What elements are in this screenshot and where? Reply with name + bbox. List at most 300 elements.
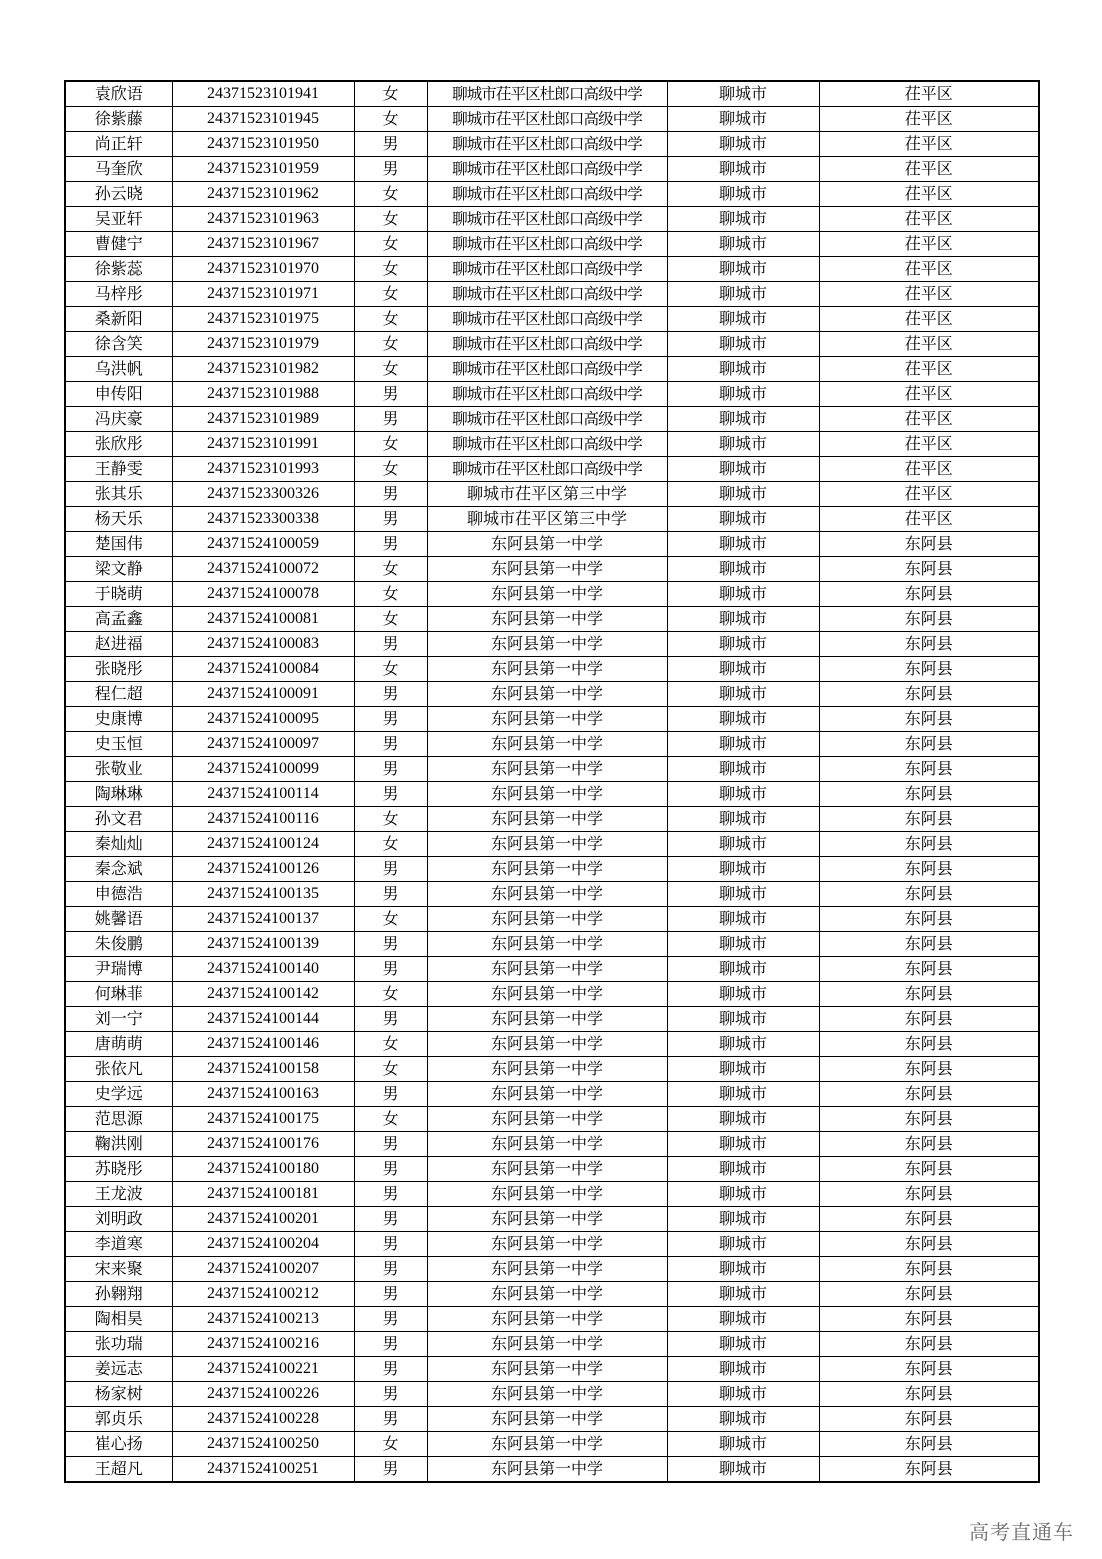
gender-cell: 男 bbox=[354, 882, 427, 907]
table-row bbox=[65, 1382, 1039, 1407]
student-name-cell: 刘明政 bbox=[65, 1207, 172, 1232]
student-name-cell: 赵进福 bbox=[65, 632, 172, 657]
city-cell: 聊城市 bbox=[667, 1157, 819, 1182]
gender-cell: 男 bbox=[354, 482, 427, 507]
city-cell: 聊城市 bbox=[667, 332, 819, 357]
district-cell: 东阿县 bbox=[819, 782, 1039, 807]
city-cell: 聊城市 bbox=[667, 1382, 819, 1407]
gender-cell: 女 bbox=[354, 1057, 427, 1082]
student-name-cell: 申传阳 bbox=[65, 382, 172, 407]
student-name-cell: 苏晓彤 bbox=[65, 1157, 172, 1182]
exam-number-cell: 24371524100137 bbox=[172, 907, 354, 932]
school-cell: 东阿县第一中学 bbox=[427, 932, 667, 957]
city-cell: 聊城市 bbox=[667, 882, 819, 907]
exam-number-cell: 24371523101975 bbox=[172, 307, 354, 332]
school-cell: 聊城市茌平区杜郎口高级中学 bbox=[427, 157, 667, 182]
exam-number-cell: 24371524100221 bbox=[172, 1357, 354, 1382]
gender-cell: 男 bbox=[354, 1332, 427, 1357]
city-cell: 聊城市 bbox=[667, 657, 819, 682]
city-cell: 聊城市 bbox=[667, 307, 819, 332]
student-name-cell: 高孟鑫 bbox=[65, 607, 172, 632]
district-cell: 茌平区 bbox=[819, 332, 1039, 357]
city-cell: 聊城市 bbox=[667, 432, 819, 457]
exam-number-cell: 24371523101950 bbox=[172, 132, 354, 157]
district-cell: 茌平区 bbox=[819, 257, 1039, 282]
student-name-cell: 张晓彤 bbox=[65, 657, 172, 682]
school-cell: 东阿县第一中学 bbox=[427, 1182, 667, 1207]
table-row bbox=[65, 932, 1039, 957]
student-name-cell: 梁文静 bbox=[65, 557, 172, 582]
table-row bbox=[65, 807, 1039, 832]
city-cell: 聊城市 bbox=[667, 182, 819, 207]
table-row bbox=[65, 1107, 1039, 1132]
district-cell: 东阿县 bbox=[819, 907, 1039, 932]
school-cell: 聊城市茌平区杜郎口高级中学 bbox=[427, 81, 667, 107]
school-cell: 东阿县第一中学 bbox=[427, 1407, 667, 1432]
student-name-cell: 唐萌萌 bbox=[65, 1032, 172, 1057]
gender-cell: 男 bbox=[354, 732, 427, 757]
student-name-cell: 桑新阳 bbox=[65, 307, 172, 332]
exam-number-cell: 24371524100201 bbox=[172, 1207, 354, 1232]
exam-number-cell: 24371524100213 bbox=[172, 1307, 354, 1332]
student-name-cell: 王超凡 bbox=[65, 1457, 172, 1483]
table-row bbox=[65, 207, 1039, 232]
student-name-cell: 宋来聚 bbox=[65, 1257, 172, 1282]
gender-cell: 男 bbox=[354, 1232, 427, 1257]
district-cell: 东阿县 bbox=[819, 1057, 1039, 1082]
school-cell: 东阿县第一中学 bbox=[427, 857, 667, 882]
school-cell: 东阿县第一中学 bbox=[427, 1032, 667, 1057]
school-cell: 东阿县第一中学 bbox=[427, 807, 667, 832]
table-row bbox=[65, 982, 1039, 1007]
table-row bbox=[65, 157, 1039, 182]
table-row bbox=[65, 1407, 1039, 1432]
school-cell: 东阿县第一中学 bbox=[427, 1257, 667, 1282]
exam-number-cell: 24371523300326 bbox=[172, 482, 354, 507]
gender-cell: 男 bbox=[354, 632, 427, 657]
exam-number-cell: 24371524100212 bbox=[172, 1282, 354, 1307]
city-cell: 聊城市 bbox=[667, 207, 819, 232]
table-row bbox=[65, 1207, 1039, 1232]
district-cell: 东阿县 bbox=[819, 1457, 1039, 1483]
table-row bbox=[65, 1357, 1039, 1382]
exam-number-cell: 24371523101988 bbox=[172, 382, 354, 407]
exam-number-cell: 24371524100114 bbox=[172, 782, 354, 807]
exam-number-cell: 24371524100216 bbox=[172, 1332, 354, 1357]
student-name-cell: 马梓彤 bbox=[65, 282, 172, 307]
student-name-cell: 崔心扬 bbox=[65, 1432, 172, 1457]
district-cell: 东阿县 bbox=[819, 1382, 1039, 1407]
exam-number-cell: 24371524100146 bbox=[172, 1032, 354, 1057]
district-cell: 东阿县 bbox=[819, 1207, 1039, 1232]
exam-number-cell: 24371523101963 bbox=[172, 207, 354, 232]
school-cell: 东阿县第一中学 bbox=[427, 1332, 667, 1357]
table-row bbox=[65, 432, 1039, 457]
district-cell: 东阿县 bbox=[819, 682, 1039, 707]
table-row bbox=[65, 532, 1039, 557]
student-name-cell: 范思源 bbox=[65, 1107, 172, 1132]
school-cell: 东阿县第一中学 bbox=[427, 1157, 667, 1182]
exam-number-cell: 24371523101941 bbox=[172, 81, 354, 107]
exam-number-cell: 24371524100081 bbox=[172, 607, 354, 632]
district-cell: 东阿县 bbox=[819, 632, 1039, 657]
student-name-cell: 张欣彤 bbox=[65, 432, 172, 457]
school-cell: 东阿县第一中学 bbox=[427, 832, 667, 857]
district-cell: 东阿县 bbox=[819, 1407, 1039, 1432]
district-cell: 东阿县 bbox=[819, 1157, 1039, 1182]
student-name-cell: 姚馨语 bbox=[65, 907, 172, 932]
exam-number-cell: 24371524100135 bbox=[172, 882, 354, 907]
student-name-cell: 张其乐 bbox=[65, 482, 172, 507]
exam-number-cell: 24371524100099 bbox=[172, 757, 354, 782]
gender-cell: 男 bbox=[354, 132, 427, 157]
school-cell: 东阿县第一中学 bbox=[427, 907, 667, 932]
table-row bbox=[65, 1032, 1039, 1057]
table-row bbox=[65, 182, 1039, 207]
school-cell: 聊城市茌平区第三中学 bbox=[427, 482, 667, 507]
student-name-cell: 李道寒 bbox=[65, 1232, 172, 1257]
gender-cell: 女 bbox=[354, 182, 427, 207]
city-cell: 聊城市 bbox=[667, 1057, 819, 1082]
table-row bbox=[65, 882, 1039, 907]
district-cell: 东阿县 bbox=[819, 957, 1039, 982]
district-cell: 茌平区 bbox=[819, 232, 1039, 257]
student-name-cell: 程仁超 bbox=[65, 682, 172, 707]
city-cell: 聊城市 bbox=[667, 1407, 819, 1432]
gender-cell: 女 bbox=[354, 1032, 427, 1057]
school-cell: 聊城市茌平区杜郎口高级中学 bbox=[427, 182, 667, 207]
exam-number-cell: 24371524100095 bbox=[172, 707, 354, 732]
district-cell: 东阿县 bbox=[819, 657, 1039, 682]
city-cell: 聊城市 bbox=[667, 257, 819, 282]
school-cell: 聊城市茌平区第三中学 bbox=[427, 507, 667, 532]
city-cell: 聊城市 bbox=[667, 1007, 819, 1032]
school-cell: 东阿县第一中学 bbox=[427, 1207, 667, 1232]
exam-number-cell: 24371523101971 bbox=[172, 282, 354, 307]
student-name-cell: 陶相昊 bbox=[65, 1307, 172, 1332]
table-row bbox=[65, 757, 1039, 782]
gender-cell: 女 bbox=[354, 582, 427, 607]
table-row bbox=[65, 1232, 1039, 1257]
city-cell: 聊城市 bbox=[667, 1032, 819, 1057]
student-name-cell: 乌洪帆 bbox=[65, 357, 172, 382]
gender-cell: 女 bbox=[354, 357, 427, 382]
district-cell: 茌平区 bbox=[819, 207, 1039, 232]
student-name-cell: 孙翱翔 bbox=[65, 1282, 172, 1307]
gender-cell: 男 bbox=[354, 1357, 427, 1382]
district-cell: 东阿县 bbox=[819, 1357, 1039, 1382]
school-cell: 聊城市茌平区杜郎口高级中学 bbox=[427, 132, 667, 157]
city-cell: 聊城市 bbox=[667, 782, 819, 807]
gender-cell: 女 bbox=[354, 607, 427, 632]
exam-number-cell: 24371524100176 bbox=[172, 1132, 354, 1157]
table-row bbox=[65, 407, 1039, 432]
gender-cell: 男 bbox=[354, 1457, 427, 1483]
city-cell: 聊城市 bbox=[667, 157, 819, 182]
school-cell: 聊城市茌平区杜郎口高级中学 bbox=[427, 232, 667, 257]
table-row bbox=[65, 357, 1039, 382]
gender-cell: 女 bbox=[354, 982, 427, 1007]
gender-cell: 男 bbox=[354, 932, 427, 957]
district-cell: 东阿县 bbox=[819, 1032, 1039, 1057]
table-row bbox=[65, 682, 1039, 707]
district-cell: 茌平区 bbox=[819, 307, 1039, 332]
table-row bbox=[65, 657, 1039, 682]
city-cell: 聊城市 bbox=[667, 682, 819, 707]
district-cell: 东阿县 bbox=[819, 882, 1039, 907]
table-row bbox=[65, 907, 1039, 932]
gender-cell: 女 bbox=[354, 232, 427, 257]
student-roster-table bbox=[64, 80, 1040, 1483]
exam-number-cell: 24371524100228 bbox=[172, 1407, 354, 1432]
exam-number-cell: 24371524100251 bbox=[172, 1457, 354, 1483]
city-cell: 聊城市 bbox=[667, 607, 819, 632]
school-cell: 东阿县第一中学 bbox=[427, 532, 667, 557]
school-cell: 东阿县第一中学 bbox=[427, 1232, 667, 1257]
district-cell: 东阿县 bbox=[819, 1307, 1039, 1332]
exam-number-cell: 24371524100126 bbox=[172, 857, 354, 882]
school-cell: 聊城市茌平区杜郎口高级中学 bbox=[427, 282, 667, 307]
district-cell: 东阿县 bbox=[819, 807, 1039, 832]
student-name-cell: 王静雯 bbox=[65, 457, 172, 482]
gender-cell: 男 bbox=[354, 1082, 427, 1107]
table-row bbox=[65, 382, 1039, 407]
table-row bbox=[65, 1132, 1039, 1157]
district-cell: 东阿县 bbox=[819, 532, 1039, 557]
city-cell: 聊城市 bbox=[667, 232, 819, 257]
table-row bbox=[65, 607, 1039, 632]
student-name-cell: 曹健宁 bbox=[65, 232, 172, 257]
district-cell: 茌平区 bbox=[819, 482, 1039, 507]
city-cell: 聊城市 bbox=[667, 757, 819, 782]
school-cell: 聊城市茌平区杜郎口高级中学 bbox=[427, 432, 667, 457]
city-cell: 聊城市 bbox=[667, 1357, 819, 1382]
gender-cell: 男 bbox=[354, 1207, 427, 1232]
gender-cell: 男 bbox=[354, 382, 427, 407]
city-cell: 聊城市 bbox=[667, 507, 819, 532]
gender-cell: 男 bbox=[354, 957, 427, 982]
table-row bbox=[65, 132, 1039, 157]
district-cell: 茌平区 bbox=[819, 457, 1039, 482]
gender-cell: 男 bbox=[354, 1182, 427, 1207]
roster-body bbox=[65, 81, 1039, 1482]
table-row bbox=[65, 1307, 1039, 1332]
district-cell: 东阿县 bbox=[819, 1082, 1039, 1107]
exam-number-cell: 24371524100124 bbox=[172, 832, 354, 857]
student-name-cell: 秦灿灿 bbox=[65, 832, 172, 857]
student-name-cell: 徐含笑 bbox=[65, 332, 172, 357]
table-row bbox=[65, 1057, 1039, 1082]
exam-number-cell: 24371524100180 bbox=[172, 1157, 354, 1182]
exam-number-cell: 24371523101967 bbox=[172, 232, 354, 257]
gender-cell: 女 bbox=[354, 81, 427, 107]
exam-number-cell: 24371523101979 bbox=[172, 332, 354, 357]
gender-cell: 男 bbox=[354, 532, 427, 557]
city-cell: 聊城市 bbox=[667, 1182, 819, 1207]
student-name-cell: 徐紫藤 bbox=[65, 107, 172, 132]
school-cell: 东阿县第一中学 bbox=[427, 1132, 667, 1157]
school-cell: 聊城市茌平区杜郎口高级中学 bbox=[427, 382, 667, 407]
city-cell: 聊城市 bbox=[667, 1432, 819, 1457]
city-cell: 聊城市 bbox=[667, 1107, 819, 1132]
exam-number-cell: 24371524100097 bbox=[172, 732, 354, 757]
city-cell: 聊城市 bbox=[667, 932, 819, 957]
exam-number-cell: 24371524100163 bbox=[172, 1082, 354, 1107]
table-row bbox=[65, 732, 1039, 757]
student-name-cell: 杨家树 bbox=[65, 1382, 172, 1407]
table-row bbox=[65, 232, 1039, 257]
district-cell: 东阿县 bbox=[819, 1432, 1039, 1457]
school-cell: 东阿县第一中学 bbox=[427, 1057, 667, 1082]
exam-number-cell: 24371523101989 bbox=[172, 407, 354, 432]
exam-number-cell: 24371523300338 bbox=[172, 507, 354, 532]
table-row bbox=[65, 557, 1039, 582]
table-row bbox=[65, 482, 1039, 507]
exam-number-cell: 24371524100142 bbox=[172, 982, 354, 1007]
city-cell: 聊城市 bbox=[667, 807, 819, 832]
table-row bbox=[65, 1457, 1039, 1483]
district-cell: 茌平区 bbox=[819, 157, 1039, 182]
student-name-cell: 史学远 bbox=[65, 1082, 172, 1107]
student-name-cell: 孙文君 bbox=[65, 807, 172, 832]
city-cell: 聊城市 bbox=[667, 407, 819, 432]
exam-number-cell: 24371524100072 bbox=[172, 557, 354, 582]
gender-cell: 男 bbox=[354, 507, 427, 532]
city-cell: 聊城市 bbox=[667, 732, 819, 757]
student-name-cell: 袁欣语 bbox=[65, 81, 172, 107]
exam-number-cell: 24371524100091 bbox=[172, 682, 354, 707]
gender-cell: 女 bbox=[354, 1432, 427, 1457]
district-cell: 东阿县 bbox=[819, 1182, 1039, 1207]
exam-number-cell: 24371524100116 bbox=[172, 807, 354, 832]
gender-cell: 女 bbox=[354, 282, 427, 307]
district-cell: 茌平区 bbox=[819, 81, 1039, 107]
district-cell: 东阿县 bbox=[819, 1282, 1039, 1307]
school-cell: 东阿县第一中学 bbox=[427, 657, 667, 682]
gender-cell: 女 bbox=[354, 332, 427, 357]
table-row bbox=[65, 1257, 1039, 1282]
school-cell: 东阿县第一中学 bbox=[427, 582, 667, 607]
city-cell: 聊城市 bbox=[667, 957, 819, 982]
gender-cell: 男 bbox=[354, 1307, 427, 1332]
table-row bbox=[65, 457, 1039, 482]
school-cell: 东阿县第一中学 bbox=[427, 632, 667, 657]
district-cell: 东阿县 bbox=[819, 832, 1039, 857]
student-name-cell: 何琳菲 bbox=[65, 982, 172, 1007]
watermark-text: 高考直通车 bbox=[969, 1520, 1074, 1544]
city-cell: 聊城市 bbox=[667, 81, 819, 107]
school-cell: 聊城市茌平区杜郎口高级中学 bbox=[427, 332, 667, 357]
student-name-cell: 杨天乐 bbox=[65, 507, 172, 532]
district-cell: 东阿县 bbox=[819, 607, 1039, 632]
gender-cell: 女 bbox=[354, 557, 427, 582]
student-name-cell: 张敬业 bbox=[65, 757, 172, 782]
school-cell: 东阿县第一中学 bbox=[427, 957, 667, 982]
table-row bbox=[65, 1157, 1039, 1182]
city-cell: 聊城市 bbox=[667, 1207, 819, 1232]
school-cell: 聊城市茌平区杜郎口高级中学 bbox=[427, 457, 667, 482]
gender-cell: 男 bbox=[354, 1282, 427, 1307]
district-cell: 东阿县 bbox=[819, 982, 1039, 1007]
district-cell: 茌平区 bbox=[819, 382, 1039, 407]
gender-cell: 男 bbox=[354, 1157, 427, 1182]
table-row bbox=[65, 1082, 1039, 1107]
table-row bbox=[65, 707, 1039, 732]
gender-cell: 男 bbox=[354, 1407, 427, 1432]
gender-cell: 女 bbox=[354, 907, 427, 932]
table-row bbox=[65, 1182, 1039, 1207]
gender-cell: 女 bbox=[354, 207, 427, 232]
school-cell: 聊城市茌平区杜郎口高级中学 bbox=[427, 407, 667, 432]
gender-cell: 女 bbox=[354, 432, 427, 457]
city-cell: 聊城市 bbox=[667, 832, 819, 857]
school-cell: 东阿县第一中学 bbox=[427, 1007, 667, 1032]
student-name-cell: 吴亚轩 bbox=[65, 207, 172, 232]
district-cell: 茌平区 bbox=[819, 282, 1039, 307]
exam-number-cell: 24371524100181 bbox=[172, 1182, 354, 1207]
table-row bbox=[65, 582, 1039, 607]
exam-number-cell: 24371524100078 bbox=[172, 582, 354, 607]
school-cell: 聊城市茌平区杜郎口高级中学 bbox=[427, 257, 667, 282]
student-name-cell: 刘一宁 bbox=[65, 1007, 172, 1032]
school-cell: 东阿县第一中学 bbox=[427, 682, 667, 707]
gender-cell: 男 bbox=[354, 1132, 427, 1157]
student-name-cell: 郭贞乐 bbox=[65, 1407, 172, 1432]
school-cell: 东阿县第一中学 bbox=[427, 607, 667, 632]
gender-cell: 男 bbox=[354, 1007, 427, 1032]
gender-cell: 女 bbox=[354, 257, 427, 282]
table-row bbox=[65, 857, 1039, 882]
district-cell: 东阿县 bbox=[819, 757, 1039, 782]
city-cell: 聊城市 bbox=[667, 1457, 819, 1483]
district-cell: 东阿县 bbox=[819, 1332, 1039, 1357]
gender-cell: 女 bbox=[354, 457, 427, 482]
school-cell: 东阿县第一中学 bbox=[427, 1457, 667, 1483]
student-name-cell: 孙云晓 bbox=[65, 182, 172, 207]
city-cell: 聊城市 bbox=[667, 357, 819, 382]
exam-number-cell: 24371524100084 bbox=[172, 657, 354, 682]
school-cell: 东阿县第一中学 bbox=[427, 1082, 667, 1107]
gender-cell: 女 bbox=[354, 1107, 427, 1132]
gender-cell: 男 bbox=[354, 857, 427, 882]
table-row bbox=[65, 107, 1039, 132]
table-row bbox=[65, 1282, 1039, 1307]
table-row bbox=[65, 1432, 1039, 1457]
exam-number-cell: 24371523101993 bbox=[172, 457, 354, 482]
city-cell: 聊城市 bbox=[667, 1082, 819, 1107]
exam-number-cell: 24371523101991 bbox=[172, 432, 354, 457]
district-cell: 东阿县 bbox=[819, 707, 1039, 732]
gender-cell: 男 bbox=[354, 157, 427, 182]
school-cell: 聊城市茌平区杜郎口高级中学 bbox=[427, 307, 667, 332]
school-cell: 聊城市茌平区杜郎口高级中学 bbox=[427, 107, 667, 132]
gender-cell: 男 bbox=[354, 782, 427, 807]
student-name-cell: 马奎欣 bbox=[65, 157, 172, 182]
exam-number-cell: 24371524100226 bbox=[172, 1382, 354, 1407]
table-row bbox=[65, 782, 1039, 807]
city-cell: 聊城市 bbox=[667, 107, 819, 132]
gender-cell: 男 bbox=[354, 707, 427, 732]
district-cell: 东阿县 bbox=[819, 732, 1039, 757]
city-cell: 聊城市 bbox=[667, 582, 819, 607]
district-cell: 东阿县 bbox=[819, 857, 1039, 882]
student-name-cell: 张功瑞 bbox=[65, 1332, 172, 1357]
city-cell: 聊城市 bbox=[667, 1232, 819, 1257]
city-cell: 聊城市 bbox=[667, 907, 819, 932]
student-name-cell: 鞠洪刚 bbox=[65, 1132, 172, 1157]
table-row bbox=[65, 307, 1039, 332]
gender-cell: 女 bbox=[354, 657, 427, 682]
